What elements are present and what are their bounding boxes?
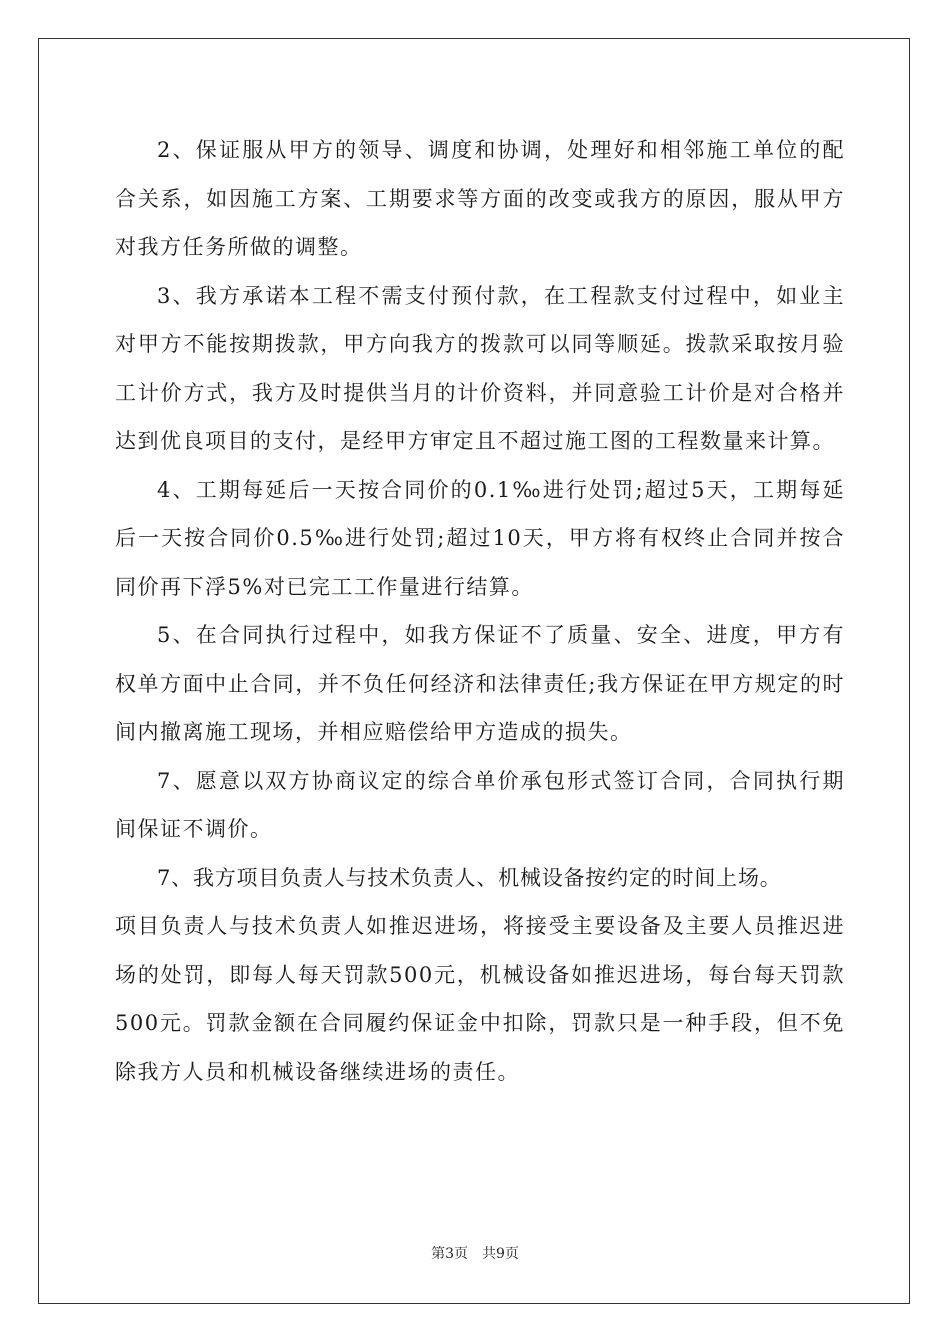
total-page-count: 共9页 [482,1246,519,1262]
current-page-number: 第3页 [431,1246,468,1262]
paragraph-2: 2、保证服从甲方的领导、调度和协调，处理好和相邻施工单位的配合关系，如因施工方案、工期要求等方面的改变或我方的原因，服从甲方对我方任务所做的调整。 [115,138,845,259]
paragraph-7b-first-line: 7、我方项目负责人与技术负责人、机械设备按约定的时间上场。 [157,865,782,890]
paragraph-4: 4、工期每延后一天按合同价的0.1‰进行处罚;超过5天，工期每延后一天按合同价0.5‰进行处罚;超过10天，甲方将有权终止合同并按合同价再下浮5%对已完工工作量进行结算。 [115,477,845,599]
paragraph-7b-continued: 项目负责人与技术负责人如推迟进场，将接受主要设备及主要人员推迟进场的处罚，即每人每天罚款500元，机械设备如推迟进场，每台每天罚款500元。罚款金额在合同履约保证金中扣除，罚款只是一种手段，但不免除我方人员和机械设备继续进场的责任。 [115,914,845,1084]
document-body [115,126,845,1096]
paragraph-3: 3、我方承诺本工程不需支付预付款，在工程款支付过程中，如业主对甲方不能按期拨款，甲方向我方的拨款可以同等顺延。拨款采取按月验工计价方式，我方及时提供当月的计价资料，并同意验工计价是对合格并达到优良项目的支付，是经甲方审定且不超过施工图的工程数量来计算。 [115,283,845,453]
paragraph-7a: 7、愿意以双方协商议定的综合单价承包形式签订合同，合同执行期间保证不调价。 [115,768,845,841]
page-footer [0,1243,950,1263]
paragraph-5: 5、在合同执行过程中，如我方保证不了质量、安全、进度，甲方有权单方面中止合同，并不负任何经济和法律责任;我方保证在甲方规定的时间内撤离施工现场，并相应赔偿给甲方造成的损失。 [115,623,845,744]
